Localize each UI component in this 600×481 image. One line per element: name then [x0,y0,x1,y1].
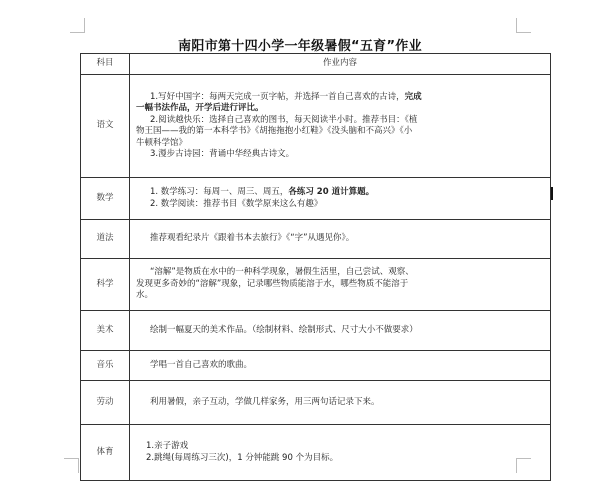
table-row-music [81,351,551,381]
content-line: 2. 数学阅读：推荐书目《数学原来这么有趣》 [150,198,323,209]
content-line: 学唱一首自己喜欢的歌曲。 [150,359,253,370]
content-line: 物王国——我的第一本科学书》《胡拖拖抱小红鞋》《没头脑和不高兴》《小 [136,126,413,136]
homework-table [80,53,551,481]
margin-mark [551,187,553,200]
table-row-morality [81,220,551,259]
content-line: 发现更多奇妙的“溶解”现象，记录哪些物质能溶于水，哪些物质不能溶于 [136,278,409,289]
content-line: 1.亲子游戏 [146,441,189,451]
content-line: 利用暑假，亲子互动，学做几样家务，用三两句话记录下来。 [150,396,380,407]
table-row-pe [81,425,551,481]
content-line: 绘制一幅夏天的美术作品。（绘制材料、绘制形式、尺寸大小不做要求） [150,324,418,335]
content-cell [130,220,551,259]
content-cell [130,425,551,481]
content-line: 1.写好中国字：每两天完成一页字帖，并选择一首自己喜欢的古诗，完成 [150,91,422,102]
content-cell [130,259,551,311]
table-row-art [81,311,551,351]
subject-cell: 数学 [81,178,130,220]
subject-cell: 道法 [81,220,130,259]
crop-mark-top-right [516,18,531,33]
content-cell [130,178,551,220]
content-line: 3.漫步古诗园：背诵中华经典古诗文。 [150,149,295,159]
subject-cell: 音乐 [81,351,130,381]
content-line: 2.跳绳(每周练习三次)，1 分钟能跳 90 个为目标。 [146,452,339,463]
content-line: 推荐观看纪录片《跟着书本去旅行》《“字”从遇见你》。 [150,233,355,244]
content-line: 牛顿科学馆》 [136,137,188,148]
subject-cell: 语文 [81,75,130,178]
table-row-math [81,178,551,220]
document-title: 南阳市第十四小学一年级暑假“五育”作业 [178,39,422,54]
content-cell [130,75,551,178]
content-line: 水。 [136,290,154,301]
content-cell [130,351,551,381]
header-subject: 科目 [81,54,130,75]
table-row-labor [81,381,551,425]
crop-mark-bottom-left [64,458,79,473]
subject-cell: 美术 [81,311,130,351]
crop-mark-top-left [70,18,85,33]
content-line: 1. 数学练习：每周一、周三、周五，各练习 20 道计算题。 [150,187,375,197]
table-row-science [81,259,551,311]
content-cell [130,311,551,351]
subject-cell: 劳动 [81,381,130,425]
table-header-row [81,54,551,75]
content-line: “溶解”是物质在水中的一种科学现象，暑假生活里，自己尝试、观察、 [150,267,414,278]
content-line: 一幅书法作品，开学后进行评比。 [136,103,264,113]
subject-cell: 科学 [81,259,130,311]
content-cell [130,381,551,425]
subject-cell: 体育 [81,425,130,481]
table-row-chinese [81,75,551,178]
header-content: 作业内容 [130,54,551,75]
content-line: 2.阅读越快乐：选择自己喜欢的图书，每天阅读半小时。推荐书目：《植 [150,114,418,125]
